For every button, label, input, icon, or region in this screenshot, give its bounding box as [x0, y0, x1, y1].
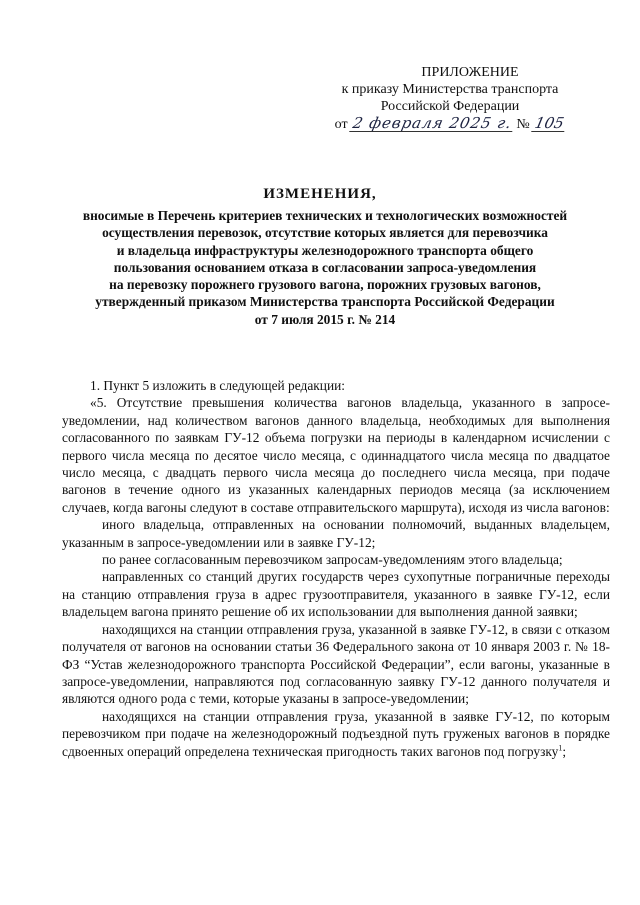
- footnote-mark: 1: [558, 743, 563, 753]
- appendix-label: ПРИЛОЖЕНИЕ: [421, 65, 519, 80]
- paragraph-7: [62, 708, 610, 760]
- subtitle-line: от 7 июля 2015 г. № 214: [254, 311, 396, 327]
- appendix-line-1: к приказу Министерства транспорта: [341, 82, 559, 97]
- paragraph-7-text: находящихся на станции отправления груза, указанной в заявке ГУ-12, по которым перевозчиком при подаче на железнодорожный подъездной путь груженых вагонов в порядке сдвоенных операций определена техническая пригодность таких вагонов под погрузку: [62, 708, 610, 759]
- handwritten-number: 105: [532, 114, 566, 132]
- paragraph-5: направленных со станций других государств через сухопутные пограничные переходы на станцию отправления груза в адрес грузоотправителя, указанного в заявке ГУ-12, если владельцем вагона принято решение об их использовании для выполнения данной заявки;: [62, 569, 610, 620]
- subtitle-line: вносимые в Перечень критериев технических и технологических возможностей: [82, 208, 568, 223]
- document-title: ИЗМЕНЕНИЯ,: [263, 186, 377, 202]
- subtitle-line: пользования основанием отказа в согласовании запроса-уведомления: [113, 259, 537, 275]
- document-subtitle: [40, 207, 610, 328]
- from-prefix: от: [334, 117, 348, 132]
- subtitle-line: и владельца инфраструктуры железнодорожного транспорта общего: [116, 242, 534, 258]
- number-prefix: №: [516, 117, 530, 132]
- subtitle-line: утвержденный приказом Министерства транспорта Российской Федерации: [95, 294, 555, 310]
- appendix-block: [300, 64, 600, 133]
- subtitle-line: на перевозку порожнего грузового вагона, порожних грузовых вагонов,: [109, 277, 541, 293]
- paragraph-2: «5. Отсутствие превышения количества вагонов владельца, указанного в запросе-уведомлении, над количеством вагонов данного владельца, необходимых для выполнения согласованного по заявкам ГУ-12 объема погрузки на периоды в календарном исчислении с первого числа месяца по десятое число месяца, с одиннадцатого числа месяца по двадцатое число месяца, с двадцать первого числа месяца до последнего числа месяца, при подаче вагонов в течение одного из указанных календарных периодов месяца (за исключением случаев, когда вагоны следуют в составе отправительского маршрута), исходя из числа вагонов:: [62, 395, 610, 515]
- paragraph-3: иного владельца, отправленных на основании полномочий, выданных владельцем, указанным в запросе-уведомлении или в заявке ГУ-12;: [62, 517, 610, 550]
- order-date-number: [300, 115, 600, 133]
- paragraph-6: находящихся на станции отправления груза, указанной в заявке ГУ-12, в связи с отказом получателя от вагонов на основании статьи 36 Федерального закона от 10 января 2003 г. № 18-ФЗ “Устав железнодорожного транспорта Российской Федерации”, если вагоны, указанные в запросе-уведомлении, направляются под согласованную заявку ГУ-12 данного получателя и являются одного рода с теми, которые указаны в запросе-уведомлении;: [62, 621, 610, 707]
- paragraph-1: 1. Пункт 5 изложить в следующей редакции:: [90, 378, 346, 393]
- paragraph-7-end: ;: [562, 743, 567, 759]
- subtitle-line: осуществления перевозок, отсутствие которых является для перевозчика: [102, 225, 548, 241]
- paragraph-4: по ранее согласованным перевозчиком запросам-уведомлениям этого владельца;: [102, 552, 563, 568]
- appendix-line-2: Российской Федерации: [380, 99, 520, 114]
- document-body: [62, 377, 610, 760]
- handwritten-date: 2 февраля 2025 г.: [350, 114, 514, 132]
